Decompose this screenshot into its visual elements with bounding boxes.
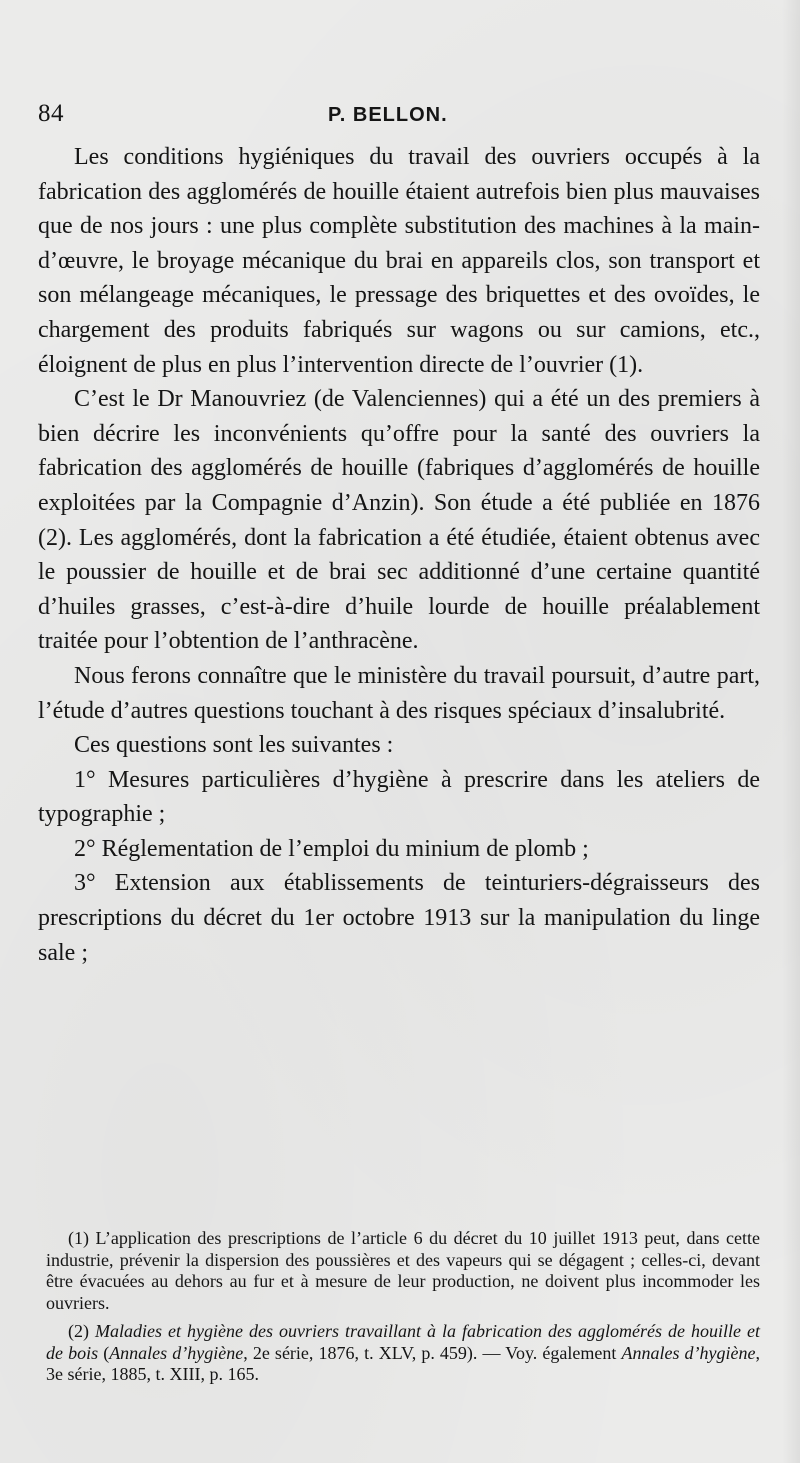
footnote-2-journal: Annales d’hygiène — [621, 1342, 756, 1363]
paragraph: Les conditions hygiéniques du travail des ouvriers occupés à la fabrication des agglomérés de houille étaient autrefois bien plus mauvaises que de nos jours : une plus complète substitution des machines à la main-d’œuvre, le broyage mécanique du brai en appareils clos, son transport et son mélangeage mécaniques, le pressage des briquettes et des ovoïdes, le chargement des produits fabriqués sur wagons ou sur camions, etc., éloignent de plus en plus l’intervention directe de l’ouvrier (1). — [38, 144, 760, 378]
body-text — [38, 140, 760, 970]
page-edge-shadow — [782, 0, 800, 1463]
footnote-2-title: Maladies et hygiène des ouvriers travaillant à la fabrication des agglomérés de houille et de bois — [46, 1320, 760, 1363]
list-item: 1° Mesures particulières d’hygiène à prescrire dans les ateliers de typographie ; — [38, 766, 760, 828]
page-header — [32, 98, 762, 134]
footnote-2 — [46, 1321, 760, 1386]
footnote-1: (1) L’application des prescriptions de l’article 6 du décret du 10 juillet 1913 peut, dans cette industrie, prévenir la dispersion des poussières et des vapeurs qui se dégagent ; celles-ci, devant être évacuées au dehors au fur et à mesure de leur production, ne doivent plus incommoder les ouvriers. — [46, 1228, 760, 1314]
paragraph: Nous ferons connaître que le ministère du travail poursuit, d’autre part, l’étude d’autres questions touchant à des risques spéciaux d’insalubrité. — [38, 662, 760, 724]
page-number: 84 — [38, 100, 64, 127]
paragraph: C’est le Dr Manouvriez (de Valenciennes) qui a été un des premiers à bien décrire les inconvénients qu’offre pour la santé des ouvriers la fabrication des agglomérés de houille (fabriques d’agglomérés de houille exploitées par la Compagnie d’Anzin). Son étude a été publiée en 1876 (2). Les agglomérés, dont la fabrication a été étudiée, étaient obtenus avec le poussier de houille et de brai sec additionné d’une certaine quantité d’huiles grasses, c’est-à-dire d’huile lourde de houille préalablement traitée pour l’obtention de l’anthracène. — [38, 386, 760, 655]
list-item: 3° Extension aux établissements de teinturiers-dégraisseurs des prescriptions du décret du 1er octobre 1913 sur la manipulation du linge sale ; — [38, 870, 760, 966]
list-item: 2° Réglementation de l’emploi du minium de plomb ; — [74, 835, 589, 862]
paragraph: Ces questions sont les suivantes : — [74, 732, 394, 759]
footnote-2-text: , 3e série, 1885, t. XIII, p. 165. — [46, 1342, 761, 1385]
footnote-2-marker: (2) — [68, 1320, 95, 1341]
footnote-2-text: , 2e série, 1876, t. XLV, p. 459). — Voy. également — [243, 1342, 622, 1363]
footnote-2-text: ( — [98, 1342, 110, 1363]
footnote-2-journal: Annales d’hygiène — [109, 1342, 244, 1363]
running-head: P. BELLON. — [328, 104, 448, 126]
footnotes — [46, 1228, 760, 1392]
